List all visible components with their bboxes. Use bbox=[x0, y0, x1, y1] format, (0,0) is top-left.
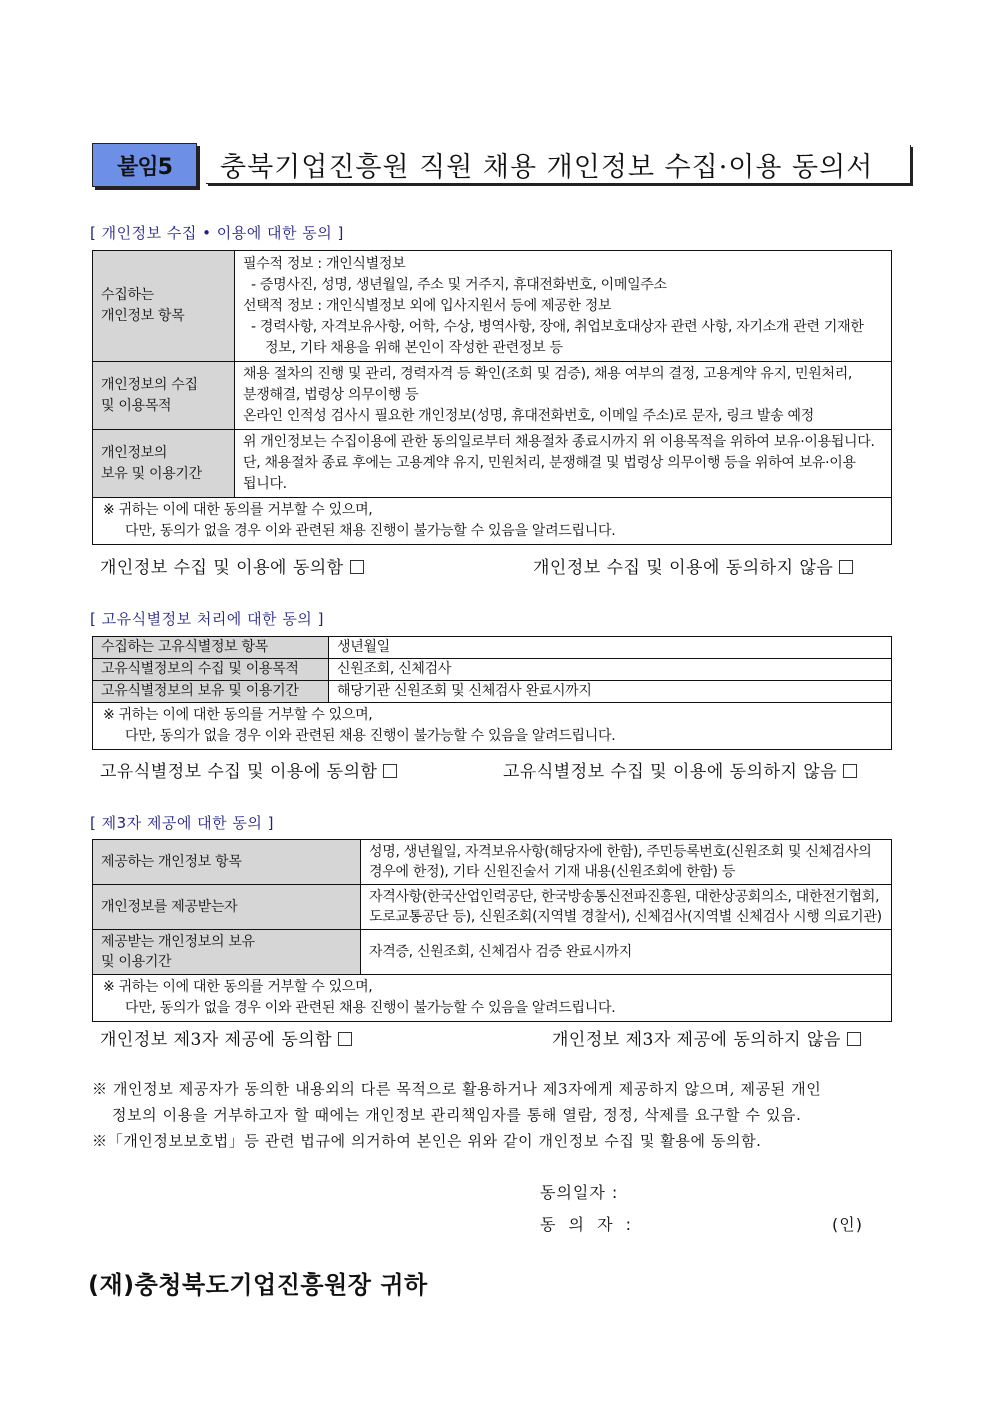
section2-table bbox=[92, 636, 892, 750]
table-row bbox=[93, 498, 892, 545]
content-cell bbox=[235, 430, 892, 498]
disagree-option-2[interactable] bbox=[503, 757, 857, 782]
content-cell bbox=[361, 930, 892, 975]
label-cell bbox=[93, 885, 361, 930]
notice-cell bbox=[93, 975, 892, 1022]
checkbox[interactable] bbox=[350, 560, 364, 574]
footer-note-line: ※ 개인정보 제공자가 동의한 내용외의 다른 목적으로 활용하거나 제3자에게 제공하지 않으며, 제공된 개인 bbox=[92, 1080, 822, 1098]
table-row bbox=[93, 430, 892, 498]
label-cell bbox=[93, 362, 235, 430]
section3-title: [ 제3자 제공에 대한 동의 ] bbox=[90, 814, 274, 832]
content-line: 필수적 정보 : 개인식별정보 bbox=[243, 255, 406, 272]
agree-option-1[interactable] bbox=[100, 553, 364, 578]
disagree-option-1[interactable] bbox=[533, 553, 853, 578]
notice-cell bbox=[93, 703, 892, 750]
footer-notes bbox=[92, 1076, 821, 1154]
content-line: 정보, 기타 채용을 위해 본인이 작성한 관련정보 등 bbox=[265, 339, 563, 356]
footer-note-line: ※「개인정보보호법」등 관련 법규에 의거하여 본인은 위와 같이 개인정보 수집 및 활용에 동의함. bbox=[92, 1132, 762, 1150]
content-cell bbox=[361, 840, 892, 885]
checkbox[interactable] bbox=[383, 764, 397, 778]
footer-note-line: 정보의 이용을 거부하고자 할 때에는 개인정보 관리책임자를 통해 열람, 정정, 삭제를 요구할 수 있음. bbox=[112, 1106, 802, 1124]
content-line: 선택적 정보 : 개인식별정보 외에 입사지원서 등에 제공한 정보 bbox=[243, 297, 612, 314]
value-cell: 해당기관 신원조회 및 신체검사 완료시까지 bbox=[329, 681, 892, 703]
checkbox[interactable] bbox=[839, 560, 853, 574]
notice-cell bbox=[93, 498, 892, 545]
content-line: 됩니다. bbox=[243, 476, 287, 492]
label-cell bbox=[93, 251, 235, 362]
content-line: - 증명사진, 성명, 생년월일, 주소 및 거주지, 휴대전화번호, 이메일주소 bbox=[251, 276, 667, 293]
label-line: 개인정보의 bbox=[101, 444, 168, 461]
content-line: 온라인 인적성 검사시 필요한 개인정보(성명, 휴대전화번호, 이메일 주소)로 문자, 링크 발송 예정 bbox=[243, 408, 814, 424]
table-row bbox=[93, 362, 892, 430]
attachment-tag: 붙임5 bbox=[92, 143, 197, 187]
consenter-label: 동 의 자 : bbox=[540, 1215, 636, 1234]
consent-date-label: 동의일자 : bbox=[540, 1183, 619, 1202]
content-line: 채용 절차의 진행 및 관리, 경력자격 등 확인(조회 및 검증), 채용 여부의 결정, 고용계약 유지, 민원처리, bbox=[243, 366, 853, 382]
label-line: 보유 및 이용기간 bbox=[101, 465, 202, 482]
table-row bbox=[93, 930, 892, 975]
content-line: 경우에 한정), 기타 신원진술서 기재 내용(신원조회에 한함) 등 bbox=[369, 864, 736, 880]
agree-label: 개인정보 수집 및 이용에 동의함 bbox=[100, 558, 344, 578]
notice-line: ※ 귀하는 이에 대한 동의를 거부할 수 있으며, bbox=[103, 707, 373, 723]
section1-title: [ 개인정보 수집 • 이용에 대한 동의 ] bbox=[90, 224, 344, 242]
table-row bbox=[93, 840, 892, 885]
agree-option-2[interactable] bbox=[100, 757, 397, 782]
content-line: 도로교통공단 등), 신원조회(지역별 경찰서), 신체검사(지역별 신체검사 시행 의료기관) bbox=[369, 909, 882, 925]
seal-mark: (인) bbox=[832, 1215, 863, 1234]
label-line: 개인정보의 수집 bbox=[101, 376, 198, 393]
label-line: 제공받는 개인정보의 보유 bbox=[101, 934, 255, 950]
content-line: 성명, 생년월일, 자격보유사항(해당자에 한함), 주민등록번호(신원조회 및 신체검사의 bbox=[369, 844, 872, 860]
content-line: 자격증, 신원조회, 신체검사 검증 완료시까지 bbox=[369, 943, 632, 960]
disagree-label: 개인정보 제3자 제공에 동의하지 않음 bbox=[552, 1030, 841, 1050]
disagree-label: 개인정보 수집 및 이용에 동의하지 않음 bbox=[533, 558, 834, 578]
label-line: 및 이용목적 bbox=[101, 397, 172, 414]
content-line: 분쟁해결, 법령상 의무이행 등 bbox=[243, 387, 419, 403]
content-line: 자격사항(한국산업인력공단, 한국방송통신전파진흥원, 대한상공회의소, 대한전기협회, bbox=[369, 889, 880, 905]
notice-line: 다만, 동의가 없을 경우 이와 관련된 채용 진행이 불가능할 수 있음을 알려드립니다. bbox=[125, 728, 616, 744]
label-cell: 고유식별정보의 수집 및 이용목적 bbox=[93, 659, 329, 681]
checkbox[interactable] bbox=[843, 764, 857, 778]
label-cell bbox=[93, 430, 235, 498]
notice-line: ※ 귀하는 이에 대한 동의를 거부할 수 있으며, bbox=[103, 979, 373, 995]
content-line: - 경력사항, 자격보유사항, 어학, 수상, 병역사항, 장애, 취업보호대상자 관련 사항, 자기소개 관련 기재한 bbox=[251, 318, 864, 335]
disagree-label: 고유식별정보 수집 및 이용에 동의하지 않음 bbox=[503, 762, 838, 782]
label-line: 개인정보를 제공받는자 bbox=[101, 898, 238, 915]
section1-table bbox=[92, 250, 892, 545]
label-cell: 고유식별정보의 보유 및 이용기간 bbox=[93, 681, 329, 703]
label-line: 제공하는 개인정보 항목 bbox=[101, 853, 242, 870]
addressee: (재)충청북도기업진흥원장 귀하 bbox=[88, 1271, 428, 1299]
notice-line: 다만, 동의가 없을 경우 이와 관련된 채용 진행이 불가능할 수 있음을 알려드립니다. bbox=[125, 1000, 616, 1016]
table-row bbox=[93, 637, 892, 659]
content-cell bbox=[235, 362, 892, 430]
content-line: 단, 채용절차 종료 후에는 고용계약 유지, 민원처리, 분쟁해결 및 법령상 의무이행 등을 위하여 보유·이용 bbox=[243, 455, 856, 471]
label-cell bbox=[93, 840, 361, 885]
disagree-option-3[interactable] bbox=[552, 1025, 861, 1050]
table-row bbox=[93, 659, 892, 681]
content-line: 위 개인정보는 수집이용에 관한 동의일로부터 채용절차 종료시까지 위 이용목적을 위하여 보유·이용됩니다. bbox=[243, 434, 875, 450]
table-row bbox=[93, 703, 892, 750]
notice-line: ※ 귀하는 이에 대한 동의를 거부할 수 있으며, bbox=[103, 502, 373, 518]
label-line: 및 이용기간 bbox=[101, 954, 172, 970]
table-row bbox=[93, 885, 892, 930]
notice-line: 다만, 동의가 없을 경우 이와 관련된 채용 진행이 불가능할 수 있음을 알려드립니다. bbox=[125, 523, 616, 539]
page-title: 충북기업진흥원 직원 채용 개인정보 수집·이용 동의서 bbox=[206, 145, 911, 184]
value-cell: 신원조회, 신체검사 bbox=[329, 659, 892, 681]
content-cell bbox=[235, 251, 892, 362]
agree-label: 고유식별정보 수집 및 이용에 동의함 bbox=[100, 762, 378, 782]
label-cell bbox=[93, 930, 361, 975]
table-row bbox=[93, 975, 892, 1022]
label-line: 수집하는 bbox=[101, 287, 154, 303]
content-cell bbox=[361, 885, 892, 930]
checkbox[interactable] bbox=[338, 1032, 352, 1046]
label-line: 개인정보 항목 bbox=[101, 308, 185, 324]
table-row bbox=[93, 251, 892, 362]
section2-title: [ 고유식별정보 처리에 대한 동의 ] bbox=[90, 610, 324, 628]
agree-label: 개인정보 제3자 제공에 동의함 bbox=[100, 1030, 333, 1050]
section3-table bbox=[92, 839, 892, 1022]
checkbox[interactable] bbox=[847, 1032, 861, 1046]
agree-option-3[interactable] bbox=[100, 1025, 352, 1050]
value-cell: 생년월일 bbox=[329, 637, 892, 659]
table-row bbox=[93, 681, 892, 703]
label-cell: 수집하는 고유식별정보 항목 bbox=[93, 637, 329, 659]
